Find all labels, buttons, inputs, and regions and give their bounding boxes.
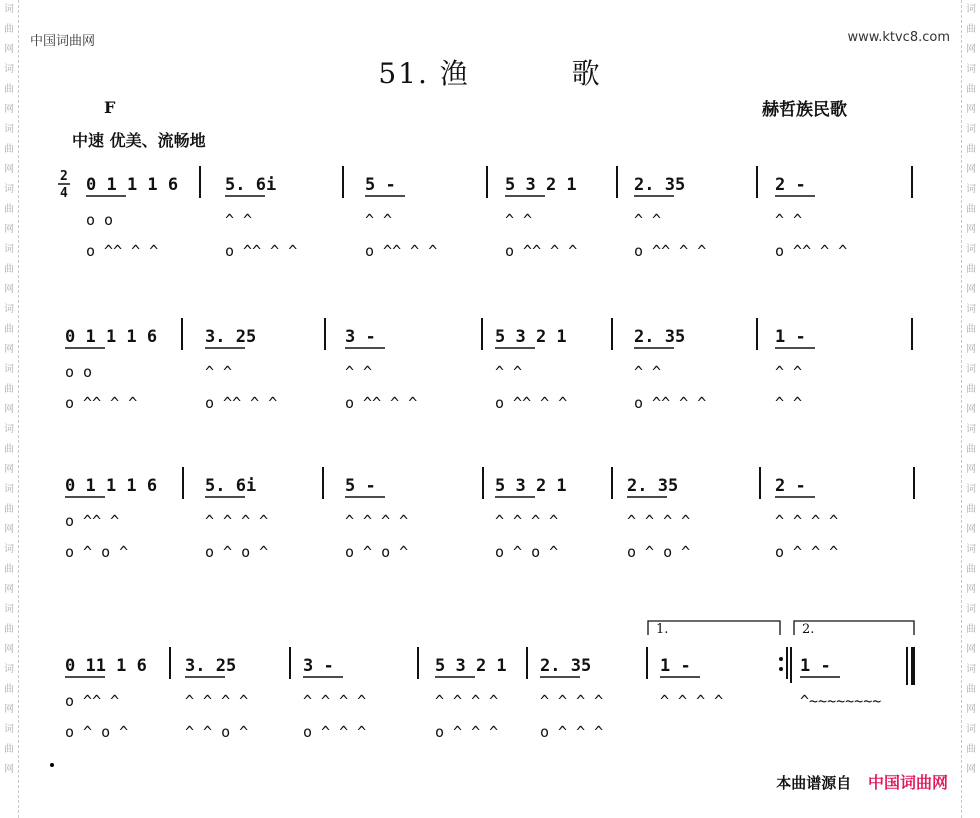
melody-measure: 3. 25 — [205, 327, 257, 347]
accompaniment-upper: o ^^ ^ — [65, 512, 120, 530]
song-title-second: 歌 — [571, 57, 602, 90]
melody-measure: 1 - — [800, 656, 831, 676]
melody-measure: 3 - — [303, 656, 334, 676]
accompaniment-lower: o ^ ^ ^ — [775, 543, 839, 561]
melody-measure: 5 3 2 1 — [495, 476, 567, 496]
accompaniment-lower: o ^^ ^ ^ — [225, 242, 298, 260]
footer-label: 本曲谱源自 — [776, 774, 852, 792]
accompaniment-lower: o ^^ ^ ^ — [205, 394, 278, 412]
accompaniment-upper: ^ ^ — [634, 211, 662, 229]
song-title-first: 渔 — [439, 57, 470, 90]
melody-measure: 2 - — [775, 175, 806, 195]
accompaniment-upper: ^ ^ ^ ^ — [435, 692, 499, 710]
accompaniment-lower: o ^^ ^ ^ — [495, 394, 568, 412]
accompaniment-lower: o ^ o ^ — [205, 543, 269, 561]
accompaniment-lower: ^ ^ — [775, 394, 803, 412]
accompaniment-upper: ^ ^ — [365, 211, 393, 229]
accompaniment-upper: ^ ^ ^ ^ — [185, 692, 249, 710]
melody-measure: 5. 6i — [205, 476, 257, 496]
accompaniment-upper: ^ ^ ^ ^ — [775, 512, 839, 530]
melody-measure: 1 - — [775, 327, 806, 347]
accompaniment-upper: ^~~~~~~~~ — [800, 692, 882, 710]
accompaniment-lower: o ^ ^ ^ — [303, 723, 367, 741]
site-name-left: 中国词曲网 — [30, 34, 96, 49]
accompaniment-upper: o ^^ ^ — [65, 692, 120, 710]
melody-measure: 5 - — [345, 476, 376, 496]
melody-measure: 0 11 1 6 — [65, 656, 147, 676]
watermark-strip-right: 词曲网词曲网词曲网词曲网词曲网词曲网词曲网词曲网词曲网词曲网词曲网词曲网词曲网 — [961, 0, 980, 818]
accompaniment-upper: o o — [86, 211, 114, 229]
volta-label-2: 2. — [802, 622, 815, 637]
repeat-dot — [779, 667, 783, 671]
accompaniment-upper: ^ ^ — [634, 363, 662, 381]
melody-measure: 2. 35 — [540, 656, 592, 676]
accompaniment-upper: ^ ^ ^ ^ — [660, 692, 724, 710]
accompaniment-upper: ^ ^ — [225, 211, 253, 229]
accompaniment-upper: ^ ^ — [775, 363, 803, 381]
accompaniment-upper: ^ ^ — [205, 363, 233, 381]
melody-measure: 3 - — [345, 327, 376, 347]
accompaniment-upper: ^ ^ ^ ^ — [540, 692, 604, 710]
melody-measure: 2. 35 — [634, 175, 686, 195]
time-signature-bottom: 4 — [60, 186, 68, 201]
key-signature: F — [104, 98, 116, 117]
accompaniment-upper: ^ ^ — [505, 211, 533, 229]
melody-measure: 5 - — [365, 175, 396, 195]
melody-measure: 0 1 1 1 6 — [65, 327, 158, 347]
decorative-dot — [50, 763, 54, 767]
accompaniment-lower: o ^ ^ ^ — [435, 723, 499, 741]
melody-measure: 2. 35 — [634, 327, 686, 347]
melody-measure: 0 1 1 1 6 — [65, 476, 158, 496]
accompaniment-lower: o ^^ ^ ^ — [65, 394, 138, 412]
accompaniment-upper: o o — [65, 363, 93, 381]
watermark-strip-left: 词曲网词曲网词曲网词曲网词曲网词曲网词曲网词曲网词曲网词曲网词曲网词曲网词曲网 — [0, 0, 19, 818]
accompaniment-upper: ^ ^ ^ ^ — [495, 512, 559, 530]
melody-measure: 0 1 1 1 6 — [86, 175, 179, 195]
tempo-marking: 中速 优美、流畅地 — [72, 131, 206, 150]
site-url-right: www.ktvc8.com — [847, 30, 950, 45]
accompaniment-upper: ^ ^ ^ ^ — [345, 512, 409, 530]
accompaniment-lower: o ^^ ^ ^ — [505, 242, 578, 260]
repeat-dot — [779, 657, 783, 661]
accompaniment-lower: o ^ o ^ — [65, 723, 129, 741]
song-source: 赫哲族民歌 — [762, 100, 847, 120]
accompaniment-lower: o ^^ ^ ^ — [634, 242, 707, 260]
accompaniment-upper: ^ ^ — [775, 211, 803, 229]
song-number: 51. — [378, 57, 429, 90]
accompaniment-lower: o ^^ ^ ^ — [86, 242, 159, 260]
melody-measure: 1 - — [660, 656, 691, 676]
accompaniment-lower: o ^^ ^ ^ — [634, 394, 707, 412]
accompaniment-upper: ^ ^ ^ ^ — [303, 692, 367, 710]
accompaniment-lower: o ^^ ^ ^ — [345, 394, 418, 412]
accompaniment-lower: ^ ^ o ^ — [185, 723, 249, 741]
accompaniment-lower: o ^ o ^ — [627, 543, 691, 561]
accompaniment-lower: o ^^ ^ ^ — [775, 242, 848, 260]
accompaniment-lower: o ^ ^ ^ — [540, 723, 604, 741]
accompaniment-upper: ^ ^ — [345, 363, 373, 381]
melody-measure: 2 - — [775, 476, 806, 496]
melody-measure: 5 3 2 1 — [495, 327, 567, 347]
accompaniment-upper: ^ ^ ^ ^ — [205, 512, 269, 530]
footer-credit — [776, 770, 948, 793]
accompaniment-upper: ^ ^ ^ ^ — [627, 512, 691, 530]
footer-brand: 中国词曲网 — [867, 773, 948, 792]
accompaniment-lower: o ^ o ^ — [345, 543, 409, 561]
volta-label-1: 1. — [656, 622, 669, 637]
melody-measure: 5. 6i — [225, 175, 277, 195]
accompaniment-lower: o ^^ ^ ^ — [365, 242, 438, 260]
accompaniment-lower: o ^ o ^ — [65, 543, 129, 561]
melody-measure: 2. 35 — [627, 476, 679, 496]
accompaniment-lower: o ^ o ^ — [495, 543, 559, 561]
melody-measure: 5 3 2 1 — [505, 175, 577, 195]
melody-measure: 5 3 2 1 — [435, 656, 507, 676]
melody-measure: 3. 25 — [185, 656, 237, 676]
time-signature-top: 2 — [60, 169, 68, 184]
accompaniment-upper: ^ ^ — [495, 363, 523, 381]
